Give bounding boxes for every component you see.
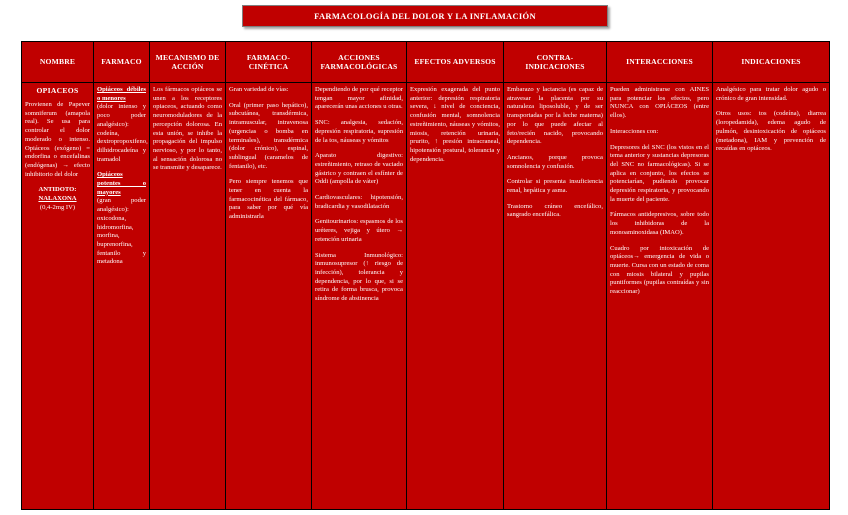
page-title: FARMACOLOGÍA DEL DOLOR Y LA INFLAMACIÓN — [314, 11, 536, 21]
acciones-intro: Dependiendo de por qué receptor tengan mayor afinidad, aparecerán unas acciones u otras. — [315, 86, 403, 111]
table-row — [22, 83, 830, 510]
opiaceos-debiles-list: (dolor intenso y poco poder analgésico): codeína, dextropropoxifeno, dilhidrocadeína y tramadol — [97, 103, 148, 163]
interacciones-lead: Interacciones con: — [610, 127, 659, 135]
opiaceos-potentes-title: Opiáceos potentes o mayores — [97, 171, 146, 196]
column-header-farmacocinetica: FARMACO-CINÉTICA — [226, 42, 312, 83]
table-header-row — [22, 42, 830, 83]
contraindicacion-controlar: Controlar si presenta insuficiencia renal, hepática y asma. — [507, 178, 603, 195]
column-header-nombre: NOMBRE — [22, 42, 94, 83]
antidote-label: ANTIDOTO: — [38, 186, 77, 194]
accion-snc: SNC: analgesia, sedación, depresión respiratoria, supresión de la tos, náuseas y vómitos — [315, 119, 403, 144]
cell-acciones — [312, 83, 407, 510]
accion-cardiovascular: Cardiovasculares: hipotensión, bradicardia y vasodilatación — [315, 194, 403, 210]
indicacion-otros-usos: Otros usos: tos (codeína), diarrea (loropedamida), edema agudo de pulmón, desintoxicación de opiáceos (metadona), IAM y prevención de recaídas en opiáceos. — [716, 110, 826, 153]
interaccion-depresores-snc: Depresores del SNC (los vistos en el tema anterior y sustancias depresoras del SNC no farmacológicas). Si se aplica en conjunto, los efectos se potenciarían, pudiendo provocar depresión respiratoria, y provocando la muerte del paciente. — [610, 143, 709, 203]
pharmacology-table — [21, 41, 830, 510]
cell-farmacocinetica — [226, 83, 312, 510]
column-header-indicaciones: INDICACIONES — [713, 42, 830, 83]
column-header-contraindicaciones: CONTRA-INDICACIONES — [504, 42, 607, 83]
cell-interacciones — [607, 83, 713, 510]
cell-contraindicaciones — [504, 83, 607, 510]
contraindicacion-trastorno: Trastorno cráneo encefálico, sangrado encefálica. — [507, 202, 603, 219]
column-header-efectos: EFECTOS ADVERSOS — [407, 42, 504, 83]
accion-aparato-digestivo: Aparato digestivo: estreñimiento, retraso de vaciado gástrico y contraen el esfínter de Oddi (ampolla de váter) — [315, 152, 403, 186]
opiaceos-heading: OPIACEOS — [36, 86, 79, 95]
contraindicacion-ancianos: Ancianos, porque provoca somnolencia y confusión. — [507, 153, 603, 170]
efectos-adversos-description: Expresión exagerada del punto anterior: depresión respiratoria severa, ↓ nivel de conciencia, confusión mental, somnolencia estreñimiento, náuseas y vómitos, miosis, retención urinaria, prurito, ↑ presión intracraneal, hipotensión postural, tolerancia y dependencia. — [410, 86, 500, 163]
cell-indicaciones — [713, 83, 830, 510]
opiaceos-description: Provienen de Papever somniferum (amapola real). Se usa para controlar el dolor moderado o intenso. Opiáceos (exógeno) = endorfina o encefalinas (endógenas) → efecto inhibitorio del dolor — [25, 101, 90, 178]
column-header-mecanismo: MECANISMO DE ACCIÓN — [150, 42, 226, 83]
accion-genitourinario: Genitourinarios: espasmos de los uréteres, vejiga y útero → retención urinaria — [315, 218, 403, 243]
vias-intro: Gran variedad de vías: — [229, 86, 289, 93]
column-header-farmaco: FARMACO — [94, 42, 150, 83]
interaccion-antidepresivos: Fármacos antidepresivos, sobre todo los inhibidoras de la monoaminoxidasa (IMAO). — [610, 211, 709, 236]
vias-list: Oral (primer paso hepático), subcutánea, transdérmica, intramuscular, intravenosa (urgencias o bomba en terminales), transdérmica (dolor crónico), espinal, sublingual (caramelos de fentanilo), etc. — [229, 101, 308, 170]
antidote-dose: (0,4-2mg IV) — [39, 203, 76, 211]
cell-efectos-adversos — [407, 83, 504, 510]
cell-farmaco — [94, 83, 150, 510]
indicacion-principal: Analgésico para tratar dolor agudo o crónico de gran intensidad. — [716, 86, 826, 102]
document-title-banner — [242, 5, 608, 27]
farmacocinetica-note: Pero siempre tenemos que tener en cuenta la farmacocinética del fármaco, para saber por qué vía administrarla — [229, 178, 308, 221]
column-header-acciones: ACCIONES FARMACOLÓGICAS — [312, 42, 407, 83]
antidote-name: NALAXONA — [38, 195, 77, 203]
column-header-interacciones: INTERACCIONES — [607, 42, 713, 83]
cell-mecanismo — [150, 83, 226, 510]
cell-nombre — [22, 83, 94, 510]
mecanismo-description: Los fármacos opiáceos se unen a los receptores opiaceos, actuando como neuromoduladores de la percepción dolorosa. En esta unión, se inhibe la propagación del impulso nervioso, y por lo tanto, al sensación dolorosa no se transmite y desaparece. — [153, 86, 222, 172]
interaccion-intoxicacion: Cuadro por intoxicación de opiáceos→ emergencia de vida o muerte. Cursa con un estado de coma con miosis bilateral y pupilas puntiformes (pupilas contraídas y sin reaccionar) — [610, 244, 709, 296]
interaccion-aines: Pueden administrarse con AINES para potenciar los efectos, pero NUNCA con OPIÁCEOS (entre ellos). — [610, 86, 709, 120]
opiaceos-debiles-title: Opiáceos débiles o menores — [97, 86, 146, 102]
accion-sistema-inmunologico: Sistema Inmunológico: inmunosupresor (↑ riesgo de infección), tolerancia y dependencia, por lo que, si se retira de forma brusca, provoca síndrome de abstinencia — [315, 251, 403, 303]
opiaceos-potentes-list: (gran poder analgésico): oxicodona, hidromorfina, morfina, buprenorfina, fentanilo y metadona — [97, 197, 146, 266]
contraindicacion-embarazo: Embarazo y lactancia (es capaz de atravesar la placenta por su naturaleza liposoluble, y de ser transportadas por la leche materna) por lo que puede afectar al feto/recién nacido, provocando dependencia. — [507, 86, 603, 146]
